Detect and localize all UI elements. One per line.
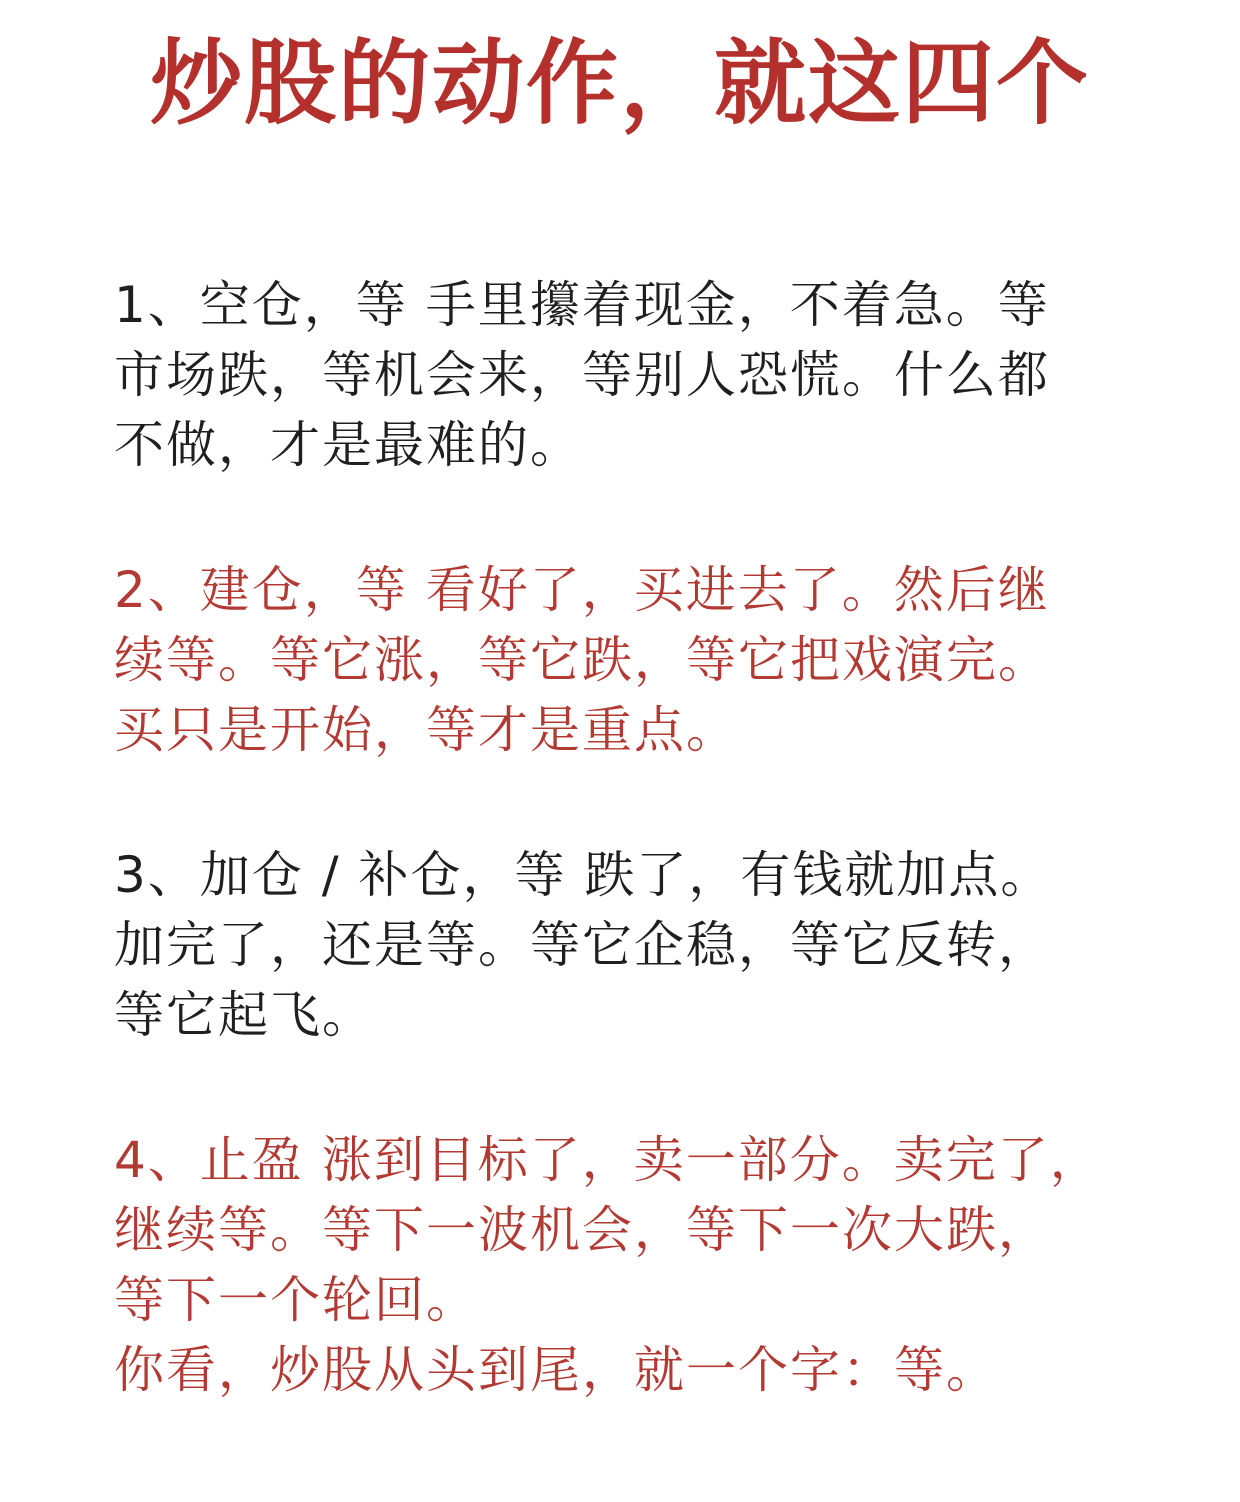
- section-2-line: 2、建仓，等 看好了，买进去了。然后继: [114, 561, 1050, 619]
- section-3-line: 等它起飞。: [114, 986, 374, 1044]
- section-1-line: 1、空仓，等 手里攥着现金，不着急。等: [114, 276, 1050, 334]
- section-1-line: 不做，才是最难的。: [114, 416, 582, 474]
- section-2-open-position: [114, 555, 1174, 765]
- section-1-empty-position: [114, 270, 1174, 480]
- section-3-line: 加完了，还是等。等它企稳，等它反转，: [114, 916, 1050, 974]
- section-4-take-profit: [114, 1125, 1174, 1405]
- section-4-line: 等下一个轮回。: [114, 1271, 478, 1329]
- section-2-line: 买只是开始，等才是重点。: [114, 701, 738, 759]
- section-4-line: 4、止盈 涨到目标了，卖一部分。卖完了，: [114, 1131, 1102, 1189]
- conclusion-line: 你看，炒股从头到尾，就一个字：等。: [114, 1341, 998, 1399]
- section-4-line: 继续等。等下一波机会，等下一次大跌，: [114, 1201, 1050, 1259]
- article-title: 炒股的动作，就这四个: [149, 29, 1090, 137]
- section-3-add-position: [114, 840, 1174, 1050]
- section-1-line: 市场跌，等机会来，等别人恐慌。什么都: [114, 346, 1050, 404]
- section-3-line: 3、加仓 / 补仓，等 跌了，有钱就加点。: [114, 846, 1053, 904]
- section-2-line: 续等。等它涨，等它跌，等它把戏演完。: [114, 631, 1050, 689]
